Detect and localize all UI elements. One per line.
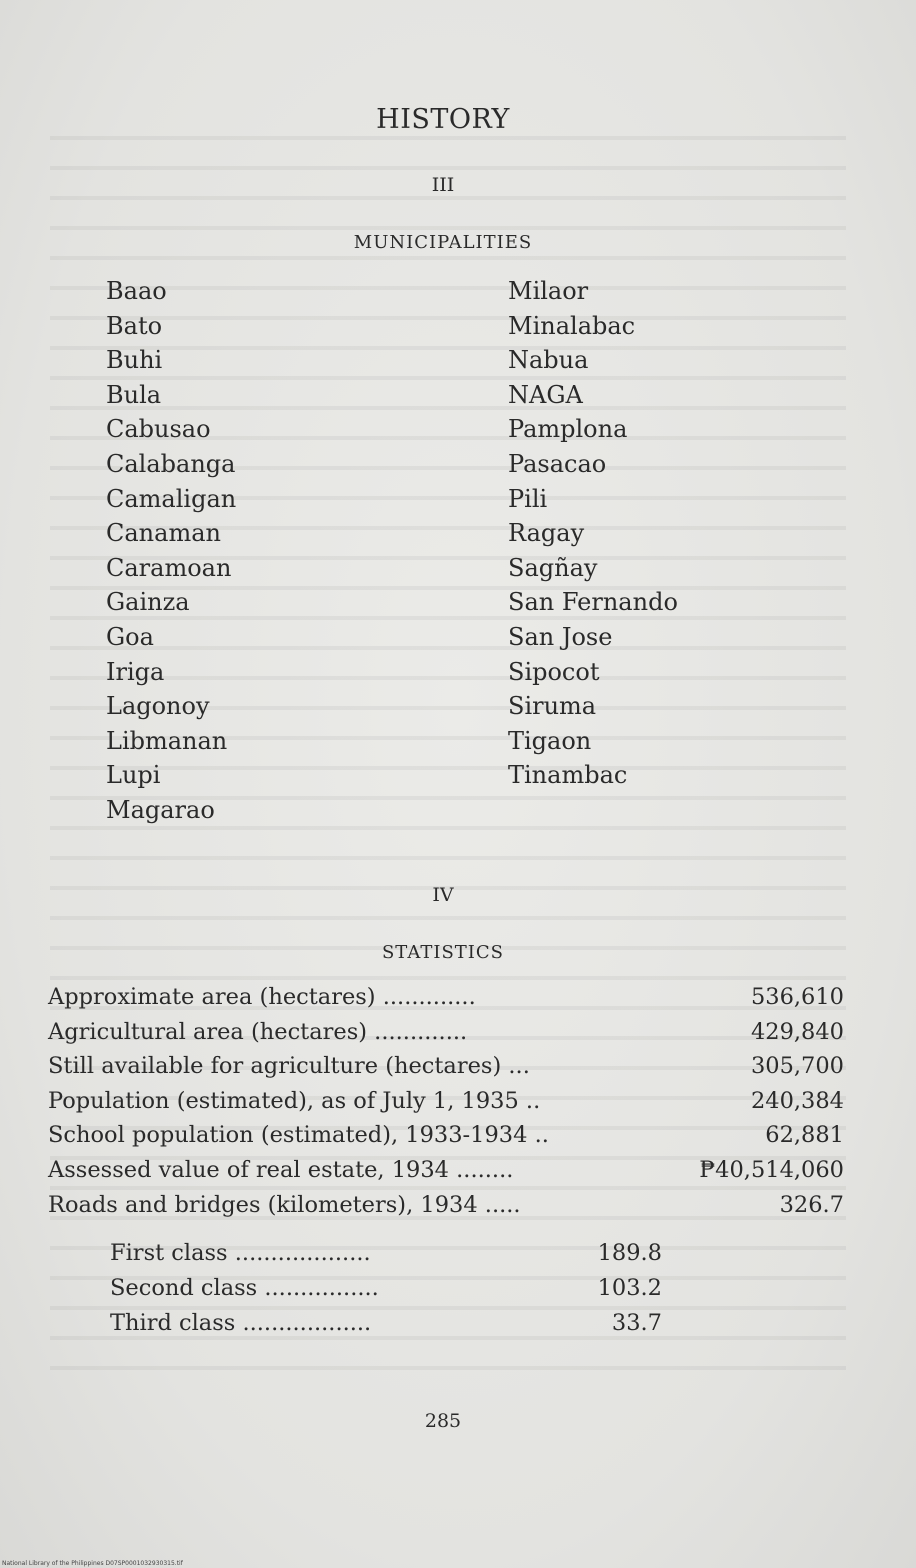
statistic-label: Population (estimated), as of July 1, 1935 .. <box>48 1087 541 1114</box>
section-numeral-statistics: IV <box>432 884 454 906</box>
municipality-item: Sipocot <box>508 657 600 686</box>
statistic-row <box>110 1240 662 1275</box>
section-heading-statistics: STATISTICS <box>381 942 505 963</box>
municipality-item: Lagonoy <box>106 692 210 721</box>
section-numeral-municipalities: III <box>431 174 455 196</box>
municipality-item: Cabusao <box>106 415 211 444</box>
statistic-label: Third class .................. <box>110 1310 372 1336</box>
statistic-value: 62,881 <box>765 1122 844 1149</box>
statistic-value: 326.7 <box>779 1191 844 1218</box>
statistic-value: 33.7 <box>611 1310 662 1336</box>
statistic-label: Still available for agriculture (hectares) ... <box>48 1053 530 1080</box>
statistic-row <box>48 1019 844 1054</box>
municipality-item: Minalabac <box>508 311 636 340</box>
statistics-table <box>48 984 844 1226</box>
statistic-label: Assessed value of real estate, 1934 ........ <box>48 1156 514 1183</box>
statistic-row <box>110 1275 662 1310</box>
municipality-item: Iriga <box>106 657 165 686</box>
statistic-label: Agricultural area (hectares) ............. <box>48 1018 468 1045</box>
municipality-item: Buhi <box>106 346 163 375</box>
statistic-value: 536,610 <box>750 984 844 1010</box>
statistic-row <box>48 1157 844 1192</box>
statistic-value: 240,384 <box>750 1087 844 1114</box>
municipality-item: Caramoan <box>106 553 232 582</box>
municipality-item: Gainza <box>106 588 190 617</box>
municipality-item: San Jose <box>508 622 613 651</box>
municipality-item: San Fernando <box>508 588 678 617</box>
municipality-item: Camaligan <box>106 484 237 513</box>
municipality-item: Goa <box>106 622 154 651</box>
municipality-list-left <box>106 274 236 828</box>
municipality-item: Lupi <box>106 761 161 790</box>
municipality-item: Sagñay <box>508 553 598 582</box>
statistic-value: 305,700 <box>750 1053 844 1080</box>
municipality-item: Siruma <box>508 692 597 721</box>
statistic-row <box>48 1053 844 1088</box>
statistic-value: ₱40,514,060 <box>699 1156 844 1183</box>
page-title: HISTORY <box>376 104 510 135</box>
statistic-row <box>48 984 844 1019</box>
municipality-item: Tigaon <box>508 726 592 755</box>
municipality-item: Magarao <box>106 795 215 824</box>
municipality-item: Nabua <box>508 346 589 375</box>
statistic-value: 103.2 <box>597 1275 662 1301</box>
section-heading-municipalities: MUNICIPALITIES <box>353 232 533 253</box>
statistic-label: Roads and bridges (kilometers), 1934 ..... <box>48 1191 521 1218</box>
statistic-value: 189.8 <box>597 1240 662 1266</box>
archive-footer: National Library of the Philippines D07SP0001032930315.tif <box>2 1560 183 1567</box>
page-number: 285 <box>424 1410 462 1432</box>
statistic-row <box>48 1122 844 1157</box>
statistic-label: First class ................... <box>110 1240 371 1266</box>
statistic-value: 429,840 <box>750 1018 844 1045</box>
statistic-label: Approximate area (hectares) ............. <box>48 984 476 1010</box>
municipality-item: Bato <box>106 311 163 340</box>
statistic-label: Second class ................ <box>110 1275 379 1301</box>
municipality-item: Libmanan <box>106 726 228 755</box>
statistic-row <box>48 1088 844 1123</box>
statistic-row <box>110 1310 662 1345</box>
statistic-row <box>48 1192 844 1227</box>
municipality-item: Tinambac <box>508 761 628 790</box>
municipality-item: Bula <box>106 380 162 409</box>
road-classes-table <box>110 1240 662 1345</box>
municipality-item: Pili <box>508 484 548 513</box>
municipality-item: Milaor <box>508 277 589 305</box>
municipality-item: Canaman <box>106 519 221 548</box>
municipality-item: Calabanga <box>106 449 236 478</box>
municipality-item: Baao <box>106 277 167 305</box>
statistic-label: School population (estimated), 1933-1934 .. <box>48 1122 549 1149</box>
municipality-item: NAGA <box>508 380 583 409</box>
municipality-item: Pamplona <box>508 415 628 444</box>
municipality-item: Pasacao <box>508 449 607 478</box>
municipality-list-right <box>508 274 678 793</box>
municipality-item: Ragay <box>508 519 585 548</box>
